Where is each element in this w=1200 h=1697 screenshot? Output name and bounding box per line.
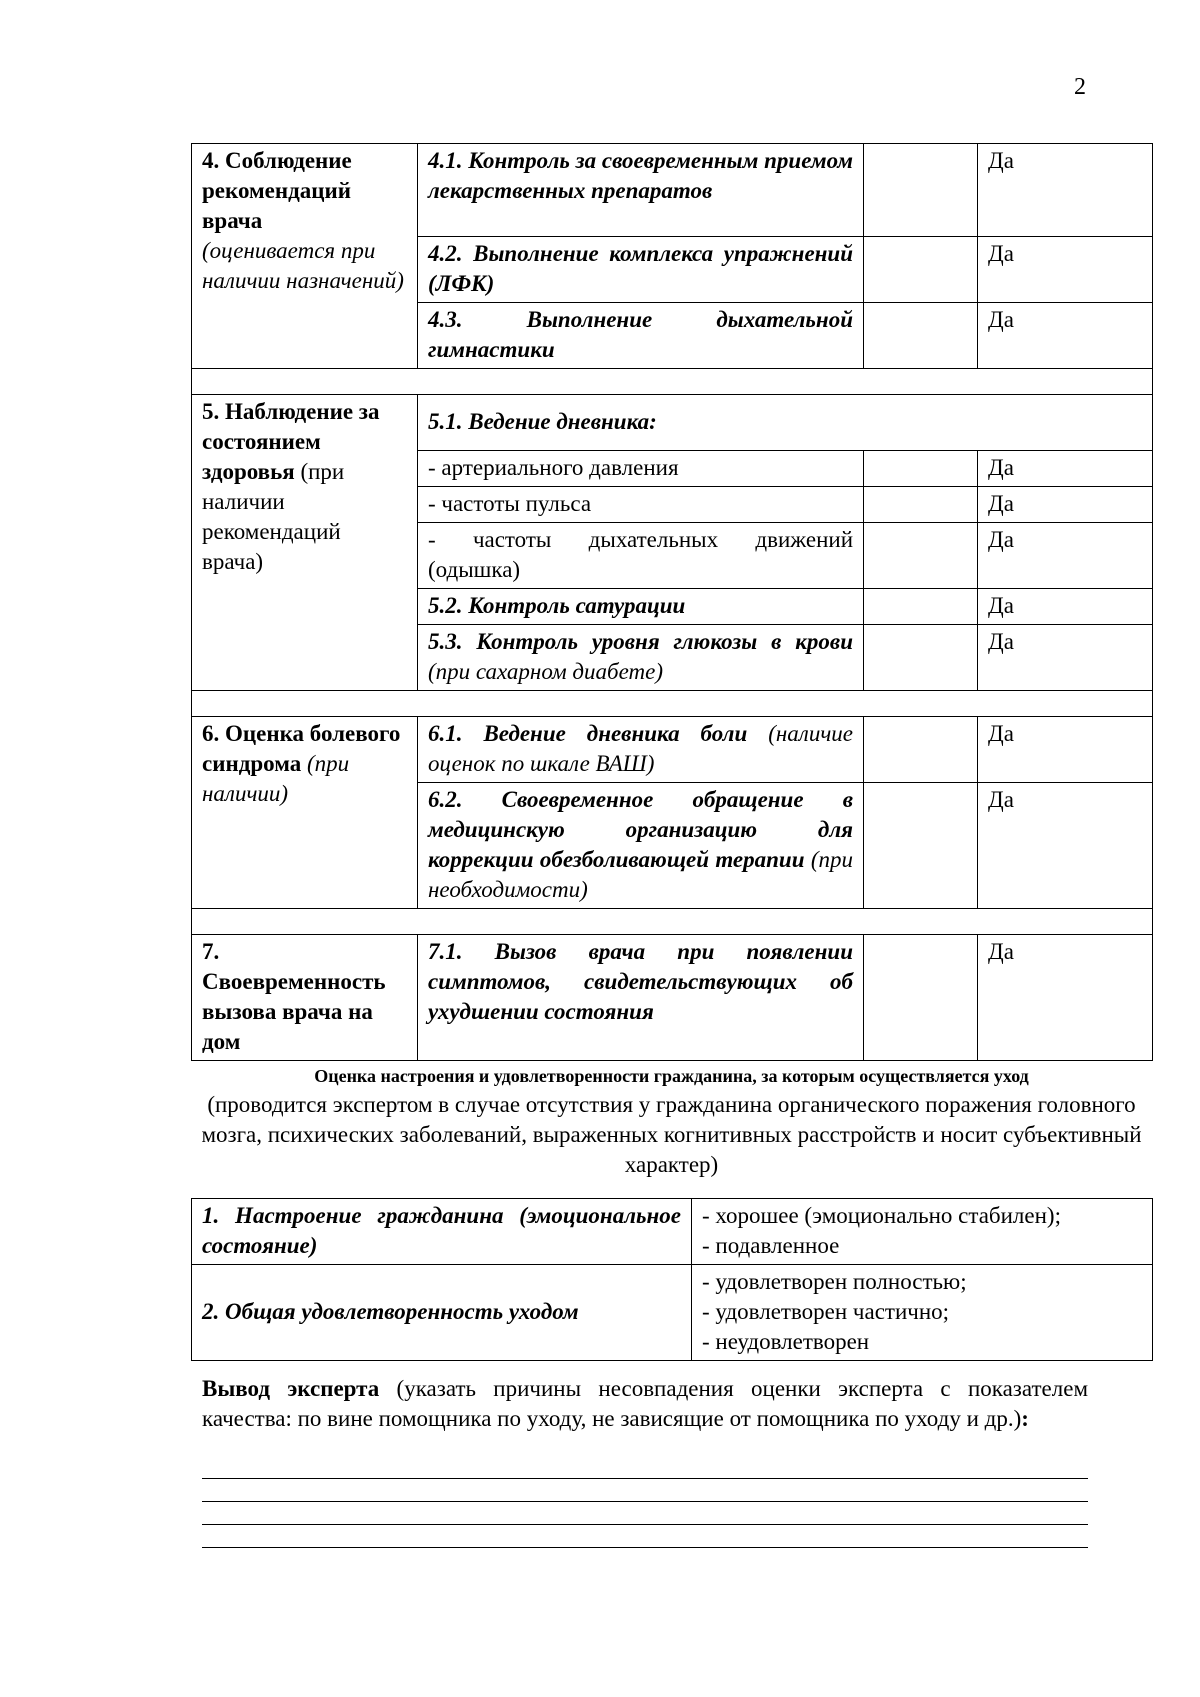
saturation-label: 5.2. Контроль сатурации [418, 589, 864, 625]
section-6-title-cell [192, 717, 418, 909]
diary-row-breath-label: - частоты дыхательных движений (одышка) [418, 523, 864, 589]
glucose-label: 5.3. Контроль уровня глюкозы в крови [428, 629, 853, 654]
spacer-row [192, 909, 1153, 935]
timely-visit-note: (при необходимости) [428, 847, 853, 902]
conclusion-text: (указать причины несовпадения оценки эксперта с показателем качества: по вине помощника по уходу, не зависящие от помощника по уходу и др.) [202, 1376, 1088, 1431]
table-row [192, 1265, 1153, 1361]
score-cell[interactable] [864, 144, 978, 237]
table-row [192, 144, 1153, 237]
diary-row-pressure-answer: Да [978, 451, 1153, 487]
table-row [192, 395, 1153, 451]
mood-heading: Оценка настроения и удовлетворенности гражданина, за которым осуществляется уход [314, 1066, 1029, 1086]
mood-option-good[interactable]: - хорошее (эмоционально стабилен); [702, 1203, 1061, 1228]
conclusion-line[interactable] [202, 1501, 1088, 1502]
section-7-title: 7. Своевременность вызова врача на дом [202, 939, 386, 1054]
table-row [192, 1199, 1153, 1265]
row-4-3-answer: Да [978, 303, 1153, 369]
spacer-cell [192, 691, 1153, 717]
score-cell[interactable] [864, 451, 978, 487]
satisfaction-option-full[interactable]: - удовлетворен полностью; [702, 1269, 967, 1294]
section-6-title: 6. Оценка болевого синдрома [202, 721, 401, 776]
row-4-1-label: 4.1. Контроль за своевременным приемом лекарственных препаратов [418, 144, 864, 237]
table-row [192, 717, 1153, 783]
row-4-2-label: 4.2. Выполнение комплекса упражнений (ЛФК) [418, 237, 864, 303]
spacer-row [192, 691, 1153, 717]
section-5-title: 5. Наблюдение за состоянием здоровья [202, 399, 380, 484]
spacer-row [192, 369, 1153, 395]
diary-header: 5.1. Ведение дневника: [418, 395, 1153, 451]
satisfaction-options [692, 1265, 1153, 1361]
satisfaction-option-partial[interactable]: - удовлетворен частично; [702, 1299, 950, 1324]
glucose-note: (при сахарном диабете) [428, 659, 663, 684]
mood-subheading: (проводится экспертом в случае отсутствия у гражданина органического поражения головного мозга, психических заболеваний, выраженных когнитивных расстройств и носит субъективный характер) [201, 1092, 1142, 1177]
timely-visit-label: 6.2. Своевременное обращение в медицинскую организацию для коррекции обезболивающей терапии [428, 787, 853, 872]
conclusion-label: Вывод эксперта [202, 1376, 380, 1401]
saturation-answer: Да [978, 589, 1153, 625]
timely-visit-label-cell [418, 783, 864, 909]
timely-visit-answer: Да [978, 783, 1153, 909]
diary-row-pressure-label: - артериального давления [418, 451, 864, 487]
mood-option-depressed[interactable]: - подавленное [702, 1233, 840, 1258]
score-cell[interactable] [864, 717, 978, 783]
conclusion-line[interactable] [202, 1547, 1088, 1548]
section-4-note: (оценивается при наличии назначений) [202, 238, 404, 293]
score-cell[interactable] [864, 935, 978, 1061]
page-number: 2 [1074, 74, 1086, 100]
diary-row-pulse-label: - частоты пульса [418, 487, 864, 523]
glucose-answer: Да [978, 625, 1153, 691]
diary-row-pulse-answer: Да [978, 487, 1153, 523]
conclusion-colon: : [1021, 1406, 1029, 1431]
expert-conclusion [202, 1374, 1088, 1434]
mood-options [692, 1199, 1153, 1265]
section-4-title: 4. Соблюдение рекомендаций врача [202, 148, 352, 233]
table-row [192, 935, 1153, 1061]
spacer-cell [192, 909, 1153, 935]
score-cell[interactable] [864, 589, 978, 625]
diary-row-breath-answer: Да [978, 523, 1153, 589]
score-cell[interactable] [864, 303, 978, 369]
care-quality-table [191, 143, 1153, 1061]
row-4-2-answer: Да [978, 237, 1153, 303]
score-cell[interactable] [864, 487, 978, 523]
pain-diary-label-cell [418, 717, 864, 783]
pain-diary-answer: Да [978, 717, 1153, 783]
pain-diary-note: (наличие оценок по шкале ВАШ) [428, 721, 854, 776]
mood-row-label: 1. Настроение гражданина (эмоциональное состояние) [192, 1199, 692, 1265]
doctor-call-label: 7.1. Вызов врача при появлении симптомов, свидетельствующих об ухудшении состояния [418, 935, 864, 1061]
score-cell[interactable] [864, 523, 978, 589]
glucose-label-cell [418, 625, 864, 691]
score-cell[interactable] [864, 625, 978, 691]
conclusion-line[interactable] [202, 1478, 1088, 1479]
section-6-note: (при наличии) [202, 751, 350, 806]
mood-table [191, 1198, 1153, 1361]
row-4-1-answer: Да [978, 144, 1153, 237]
score-cell[interactable] [864, 783, 978, 909]
section-5-note: (при наличии рекомендаций врача) [202, 459, 345, 574]
pain-diary-label: 6.1. Ведение дневника боли [428, 721, 748, 746]
section-5-title-cell [192, 395, 418, 691]
conclusion-line[interactable] [202, 1524, 1088, 1525]
spacer-cell [192, 369, 1153, 395]
section-7-title-cell [192, 935, 418, 1061]
satisfaction-option-none[interactable]: - неудовлетворен [702, 1329, 870, 1354]
section-4-title-cell [192, 144, 418, 369]
satisfaction-row-label: 2. Общая удовлетворенность уходом [192, 1265, 692, 1361]
row-4-3-label: 4.3. Выполнение дыхательной гимнастики [418, 303, 864, 369]
doctor-call-answer: Да [978, 935, 1153, 1061]
score-cell[interactable] [864, 237, 978, 303]
